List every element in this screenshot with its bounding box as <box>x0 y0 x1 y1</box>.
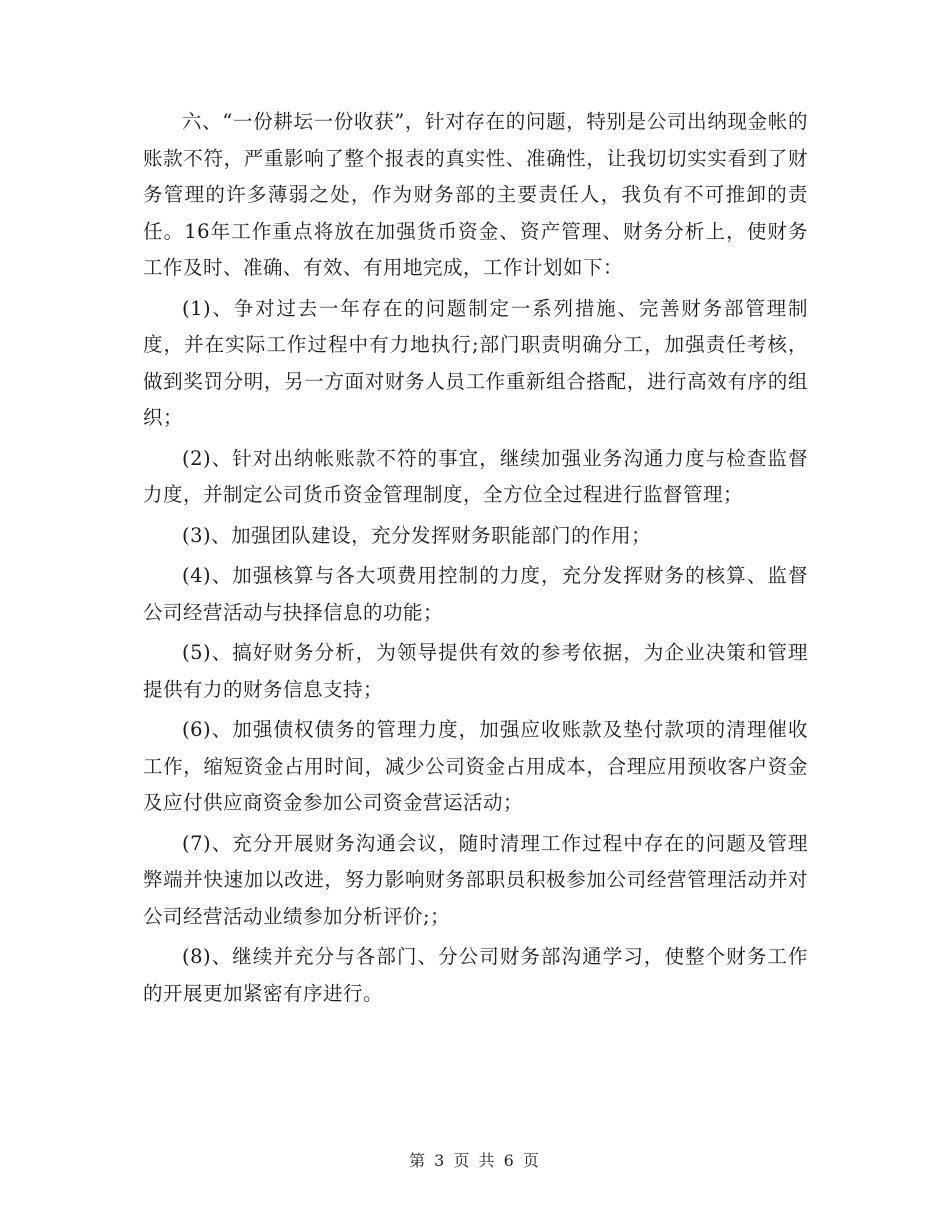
page-number-footer: 第 3 页 共 6 页 <box>409 1151 541 1170</box>
paragraph-item-7: (7)、充分开展财务沟通会议，随时清理工作过程中存在的问题及管理弊端并快速加以改进，努力影响财务部职员积极参加公司经营管理活动并对公司经营活动业绩参加分析评价;； <box>143 831 808 928</box>
paragraph-item-4: (4)、加强核算与各大项费用控制的力度，充分发挥财务的核算、监督公司经营活动与抉择信息的功能； <box>143 564 808 624</box>
paragraph-item-1: (1)、争对过去一年存在的问题制定一系列措施、完善财务部管理制度，并在实际工作过程中有力地执行;部门职责明确分工，加强责任考核，做到奖罚分明，另一方面对财务人员工作重新组合搭配，进行高效有序的组织； <box>143 296 808 429</box>
paragraph-item-8: (8)、继续并充分与各部门、分公司财务部沟通学习，使整个财务工作的开展更加紧密有序进行。 <box>143 945 808 1005</box>
document-body <box>143 104 808 1016</box>
paragraph-item-3: (3)、加强团队建设，充分发挥财务职能部门的作用； <box>182 523 652 547</box>
paragraph-item-5: (5)、搞好财务分析，为领导提供有效的参考依据，为企业决策和管理提供有力的财务信息支持； <box>143 641 808 701</box>
paragraph-intro: 六、“一份耕坛一份收获”，针对存在的问题，特别是公司出纳现金帐的账款不符，严重影响了整个报表的真实性、准确性，让我切切实实看到了财务管理的许多薄弱之处，作为财务部的主要责任人，我负有不可推卸的责任。16年工作重点将放在加强货币资金、资产管理、财务分析上，使财务工作及时、准确、有效、有用地完成，工作计划如下： <box>143 110 808 279</box>
paragraph-item-6: (6)、加强债权债务的管理力度，加强应收账款及垫付款项的清理催收工作，缩短资金占用时间，减少公司资金占用成本，合理应用预收客户资金及应付供应商资金参加公司资金营运活动； <box>143 718 808 814</box>
paragraph-item-2: (2)、针对出纳帐账款不符的事宜，继续加强业务沟通力度与检查监督力度，并制定公司货币资金管理制度，全方位全过程进行监督管理； <box>143 446 808 506</box>
